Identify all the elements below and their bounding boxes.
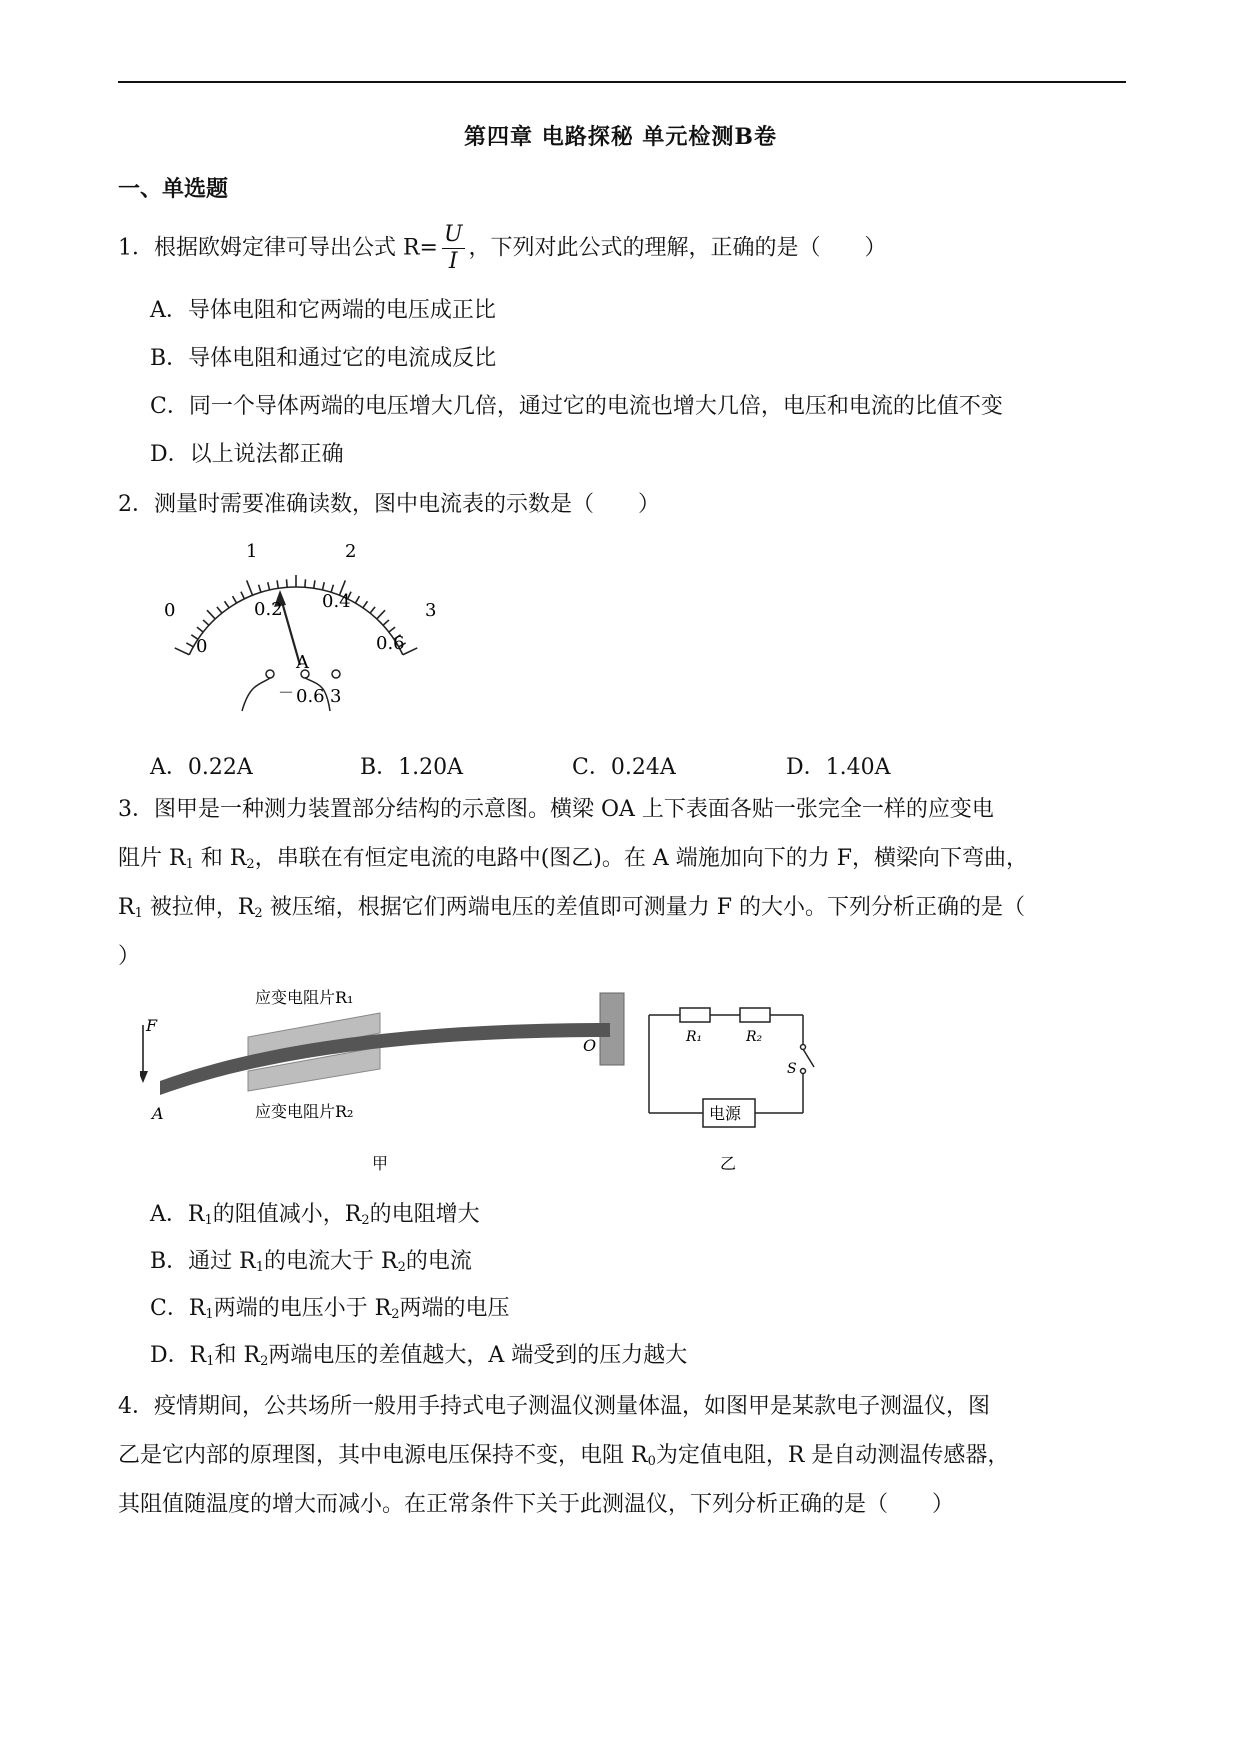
scale-tick (241, 592, 244, 599)
scale-tick (287, 579, 288, 587)
q1-option-d[interactable]: D．以上说法都正确 (150, 442, 344, 467)
scale-tick (268, 582, 270, 590)
scale-bottom-2: 0.4 (322, 591, 351, 612)
circuit-power-label: 电源 (709, 1104, 742, 1123)
question-4-line-2: 乙是它内部的原理图，其中电源电压保持不变，电阻 $R_0$为定值电阻，R 是自动测温传感器， (118, 1443, 1010, 1469)
question-4-line-1: 4．疫情期间，公共场所一般用手持式电子测温仪测量体温，如图甲是某款电子测温仪，图 (118, 1394, 991, 1419)
scale-tick (377, 610, 385, 619)
scale-tick (203, 620, 209, 625)
q3-option-d[interactable]: D．$R_1$和 $R_2$两端电压的差值越大，A 端受到的压力越大 (150, 1343, 688, 1369)
q2-option-a[interactable]: A．0.22A (150, 755, 253, 780)
scale-tick (370, 607, 375, 613)
terminal-neg: － (278, 683, 295, 702)
point-a-label: A (152, 1104, 164, 1123)
scale-tick (207, 610, 215, 619)
q3-option-b[interactable]: B．通过 $R_1$的电流大于 $R_2$的电流 (150, 1249, 472, 1275)
question-3-stem-line-2: 阻片 $R_1$ 和 $R_2$，串联在有恒定电流的电路中(图乙)。在 A 端施加向下的力 F，横梁向下弯曲， (118, 846, 1028, 872)
circuit-r2-label: R₂ (746, 1029, 763, 1045)
scale-tick (175, 648, 189, 655)
scale-top-0: 0 (164, 600, 176, 621)
q3-option-c[interactable]: C．$R_1$两端的电压小于 $R_2$两端的电压 (150, 1296, 510, 1322)
q1-option-c[interactable]: C．同一个导体两端的电压增大几倍，通过它的电流也增大几倍，电压和电流的比值不变 (150, 394, 1003, 419)
question-1-stem: 1．根据欧姆定律可导出公式 R= $\frac{U}{I}$ ，下列对此公式的理解，正确的是（ ） (118, 222, 887, 274)
header-rule (118, 81, 1126, 83)
meter-unit: A (296, 652, 309, 673)
scale-tick (233, 596, 237, 603)
question-2-stem: 2．测量时需要准确读数，图中电流表的示数是（ ） (118, 492, 660, 517)
beam (160, 1023, 610, 1095)
ammeter-figure (150, 535, 450, 720)
scale-tick (363, 601, 368, 608)
scale-tick (225, 601, 230, 608)
q3-option-a[interactable]: A．$R_1$的阻值减小，$R_2$的电阻增大 (150, 1202, 480, 1228)
point-o-label: O (583, 1036, 597, 1055)
scale-tick (403, 648, 417, 655)
question-3-stem-line-4: ） (118, 944, 141, 969)
fig-jia-label: 甲 (372, 1154, 389, 1173)
q2-option-d[interactable]: D．1.40A (786, 755, 891, 780)
scale-tick (322, 582, 324, 590)
gauge-r1-label: 应变电阻片R₁ (255, 988, 354, 1007)
scale-top-2: 2 (345, 541, 357, 562)
scale-tick (355, 596, 359, 603)
scale-tick (217, 607, 222, 613)
scale-tick (247, 580, 253, 595)
q2-option-c[interactable]: C．0.24A (572, 755, 676, 780)
scale-tick (197, 627, 203, 632)
scale-bottom-3: 0.6 (376, 633, 405, 654)
circuit-switch-label: S (787, 1061, 797, 1077)
scale-top-1: 1 (246, 541, 258, 562)
terminal-3: 3 (330, 686, 342, 707)
question-3-stem-line-3: $R_1$ 被拉伸，$R_2$ 被压缩，根据它们两端电压的差值即可测量力 F 的大小。下列分析正确的是（ (118, 895, 1025, 921)
question-3-stem-line-1: 3．图甲是一种测力装置部分结构的示意图。横梁 OA 上下表面各贴一张完全一样的应变电 (118, 797, 994, 822)
scale-tick (389, 627, 395, 632)
page-title: 第四章 电路探秘 单元检测B卷 (464, 124, 777, 150)
scale-tick (186, 643, 193, 647)
scale-tick (277, 580, 278, 588)
fig-yi-label: 乙 (720, 1154, 737, 1173)
formula-fraction: $\frac{U}{I}$ (444, 222, 463, 274)
q1-option-a[interactable]: A．导体电阻和它两端的电压成正比 (150, 298, 496, 323)
circuit-r1-label: R₁ (686, 1029, 703, 1045)
scale-bottom-0: 0 (196, 636, 208, 657)
scale-tick (383, 620, 389, 625)
scale-tick (305, 579, 306, 587)
scale-tick (259, 585, 261, 593)
q1-option-b[interactable]: B．导体电阻和通过它的电流成反比 (150, 346, 497, 371)
gauge-r2-label: 应变电阻片R₂ (255, 1102, 354, 1121)
terminal-06: 0.6 (296, 686, 325, 707)
section-heading: 一、单选题 (118, 176, 229, 202)
scale-tick (314, 580, 315, 588)
force-label: F (146, 1016, 158, 1035)
question-4-line-3: 其阻值随温度的增大而减小。在正常条件下关于此测温仪，下列分析正确的是（ ） (118, 1492, 955, 1517)
scale-bottom-1: 0.2 (254, 599, 283, 620)
q2-option-b[interactable]: B．1.20A (360, 755, 464, 780)
strain-gauge-figure (140, 985, 820, 1175)
scale-top-3: 3 (425, 600, 437, 621)
